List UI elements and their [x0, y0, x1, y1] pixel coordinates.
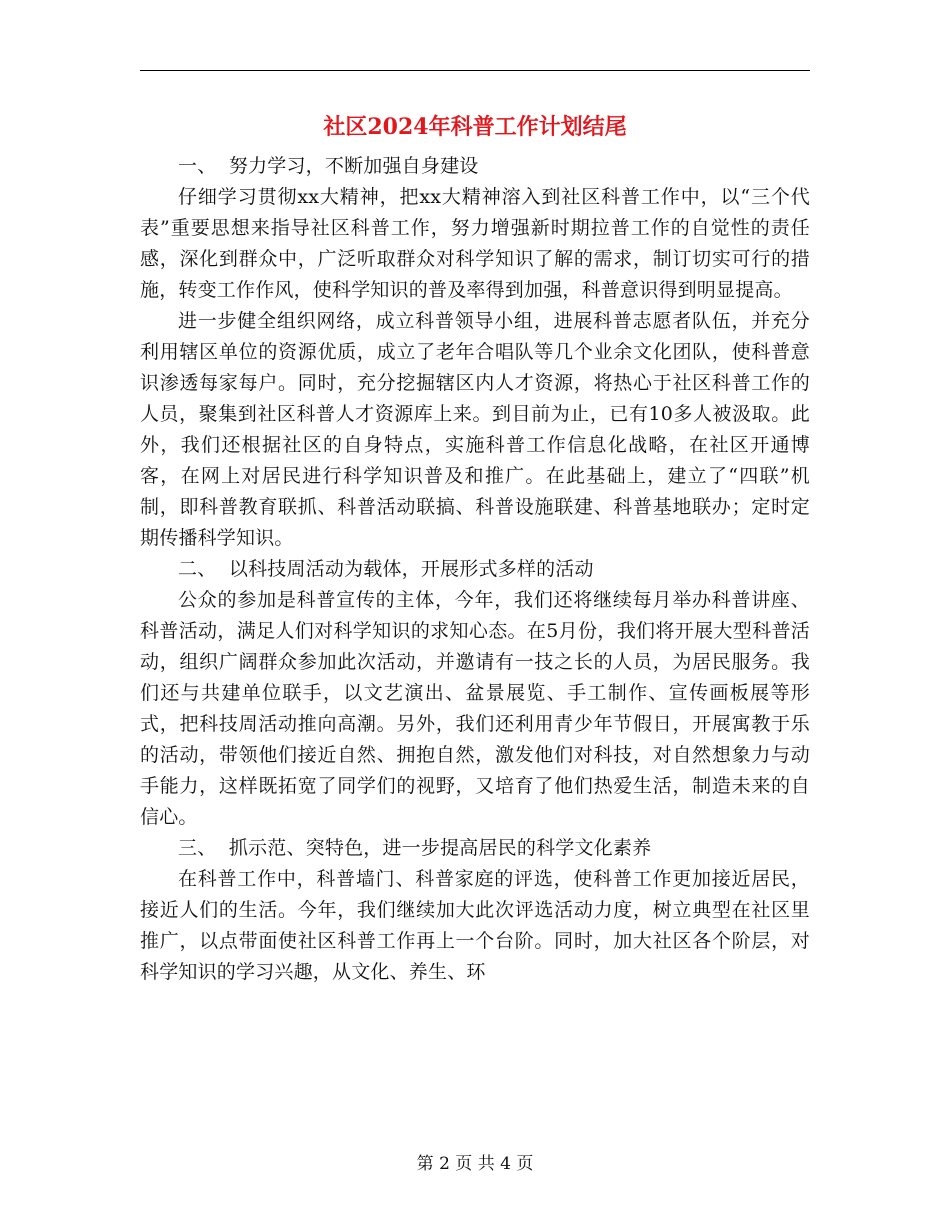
section-heading-2: 二、 以科技周活动为载体，开展形式多样的活动: [178, 558, 594, 580]
page-number-footer: 第 2 页 共 4 页: [416, 1154, 534, 1174]
paragraph: 仔细学习贯彻xx大精神，把xx大精神溶入到社区科普工作中，以“三个代表”重要思想来指导社区科普工作，努力增强新时期拉普工作的自觉性的责任感，深化到群众中，广泛听取群众对科学知识了解的需求，制订切实可行的措施，转变工作作风，使科学知识的普及率得到加强，科普意识得到明显提高。: [140, 186, 810, 301]
paragraph: 在科普工作中，科普墙门、科普家庭的评选，使科普工作更加接近居民，接近人们的生活。今年，我们继续加大此次评选活动力度，树立典型在社区里推广，以点带面使社区科普工作再上一个台阶。同时，加大社区各个阶层，对科学知识的学习兴趣，从文化、养生、环: [140, 868, 810, 983]
paragraph: 进一步健全组织网络，成立科普领导小组，进展科普志愿者队伍，并充分利用辖区单位的资源优质，成立了老年合唱队等几个业余文化团队，使科普意识渗透每家每户。同时，充分挖掘辖区内人才资源，将热心于社区科普工作的人员，聚集到社区科普人才资源库上来。到目前为止，已有10多人被汲取。此外，我们还根据社区的自身特点，实施科普工作信息化战略，在社区开通博客，在网上对居民进行科学知识普及和推广。在此基础上，建立了“四联”机制，即科普教育联抓、科普活动联搞、科普设施联建、科普基地联办；定时定期传播科学知识。: [140, 310, 810, 549]
paragraph: 公众的参加是科普宣传的主体，今年，我们还将继续每月举办科普讲座、科普活动，满足人们对科学知识的求知心态。在5月份，我们将开展大型科普活动，组织广阔群众参加此次活动，并邀请有一技之长的人员，为居民服务。我们还与共建单位联手，以文艺演出、盆景展览、手工制作、宣传画板展等形式，把科技周活动推向高潮。另外，我们还利用青少年节假日，开展寓教于乐的活动，带领他们接近自然、拥抱自然，激发他们对科技，对自然想象力与动手能力，这样既拓宽了同学们的视野，又培育了他们热爱生活，制造未来的自信心。: [140, 589, 810, 828]
header-rule: [140, 70, 810, 71]
section-heading-1: 一、 努力学习，不断加强自身建设: [178, 155, 479, 177]
section-heading-3: 三、 抓示范、突特色，进一步提高居民的科学文化素养: [178, 837, 652, 859]
document-title: 社区2024年科普工作计划结尾: [323, 114, 627, 140]
document-body: [140, 151, 810, 988]
